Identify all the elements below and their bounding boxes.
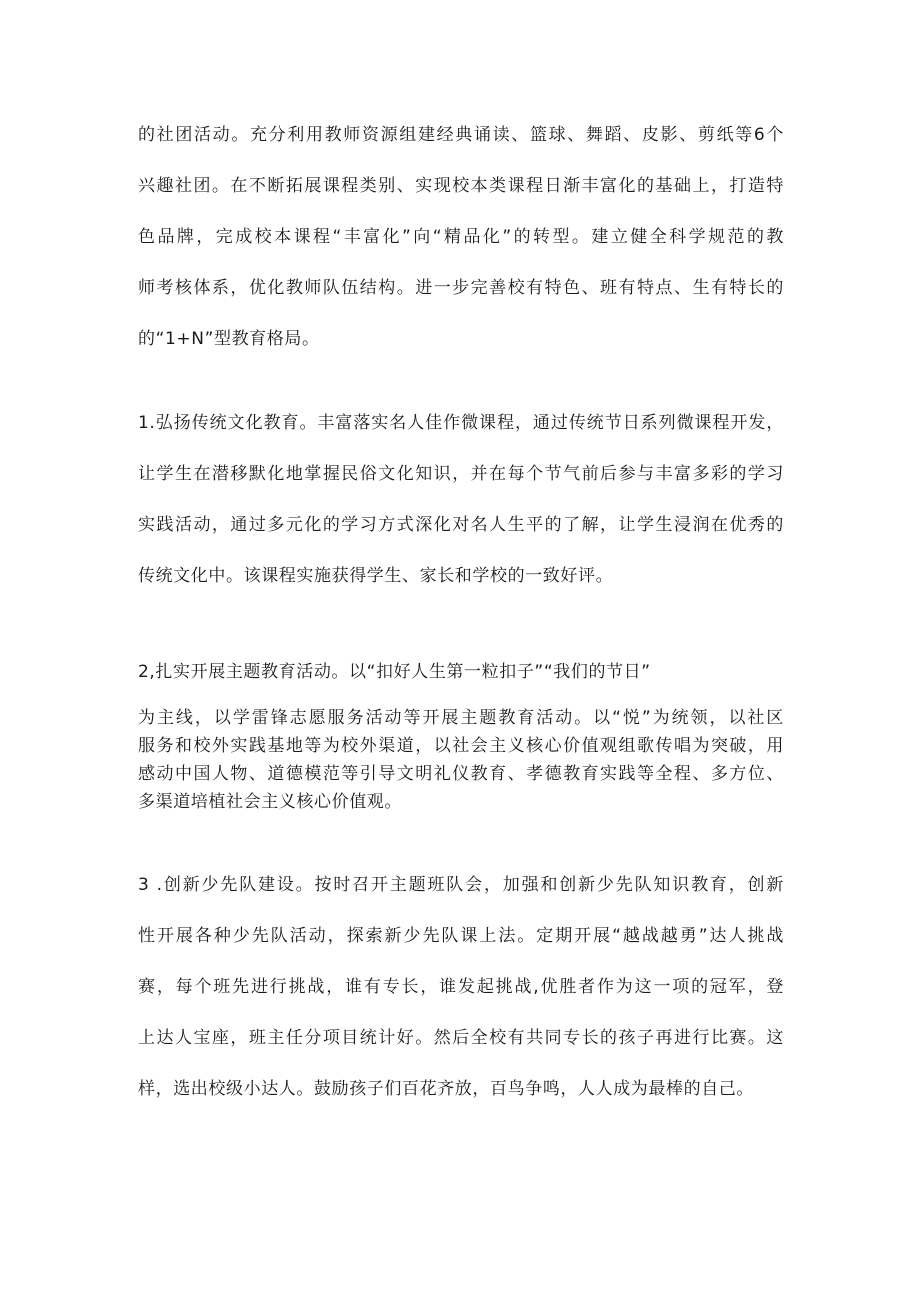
item3-paragraph (138, 870, 784, 1125)
item1-line-1: 1.弘扬传统文化教育。丰富落实名人佳作微课程，通过传统节日系列微课程开发， (138, 413, 784, 433)
item2-paragraph (138, 704, 784, 816)
item3-line-3: 赛，每个班先进行挑战，谁有专长，谁发起挑战,优胜者作为这一项的冠军，登 (138, 977, 784, 997)
intro-line-3: 色品牌，完成校本课程“丰富化”向“精品化”的转型。建立健全科学规范的教 (138, 227, 784, 247)
item2-heading-line: 2,扎实开展主题教育活动。以“扣好人生第一粒扣子”“我们的节日” (138, 662, 651, 682)
item2-line-4: 多渠道培植社会主义核心价值观。 (138, 792, 402, 812)
item3-line-1: 3 .创新少先队建设。按时召开主题班队会，加强和创新少先队知识教育，创新 (138, 875, 784, 895)
intro-line-1: 的社团活动。充分利用教师资源组建经典诵读、篮球、舞蹈、皮影、剪纸等6个 (138, 125, 784, 145)
intro-paragraph (138, 120, 784, 375)
item3-line-5: 样，选出校级小达人。鼓励孩子们百花齐放，百鸟争鸣，人人成为最棒的自己。 (138, 1079, 754, 1099)
intro-line-5: 的“1+N”型教育格局。 (138, 329, 320, 349)
item2-line-3: 感动中国人物、道德模范等引导文明礼仪教育、孝德教育实践等全程、多方位、 (138, 764, 784, 784)
item1-line-3: 实践活动，通过多元化的学习方式深化对名人生平的了解，让学生浸润在优秀的 (138, 515, 784, 535)
intro-line-4: 师考核体系，优化教师队伍结构。进一步完善校有特色、班有特点、生有特长的 (138, 278, 784, 298)
item1-paragraph (138, 408, 784, 612)
item2-line-1: 为主线，以学雷锋志愿服务活动等开展主题教育活动。以“悦”为统领，以社区 (138, 708, 784, 728)
item2-heading (138, 657, 784, 687)
item3-line-2: 性开展各种少先队活动，探索新少先队课上法。定期开展“越战越勇”达人挑战 (138, 926, 784, 946)
intro-line-2: 兴趣社团。在不断拓展课程类别、实现校本类课程日渐丰富化的基础上，打造特 (138, 176, 784, 196)
item1-line-4: 传统文化中。该课程实施获得学生、家长和学校的一致好评。 (138, 566, 614, 586)
item1-line-2: 让学生在潜移默化地掌握民俗文化知识，并在每个节气前后参与丰富多彩的学习 (138, 464, 784, 484)
item2-line-2: 服务和校外实践基地等为校外渠道，以社会主义核心价值观组歌传唱为突破，用 (138, 736, 784, 756)
item3-line-4: 上达人宝座，班主任分项目统计好。然后全校有共同专长的孩子再进行比赛。这 (138, 1028, 784, 1048)
